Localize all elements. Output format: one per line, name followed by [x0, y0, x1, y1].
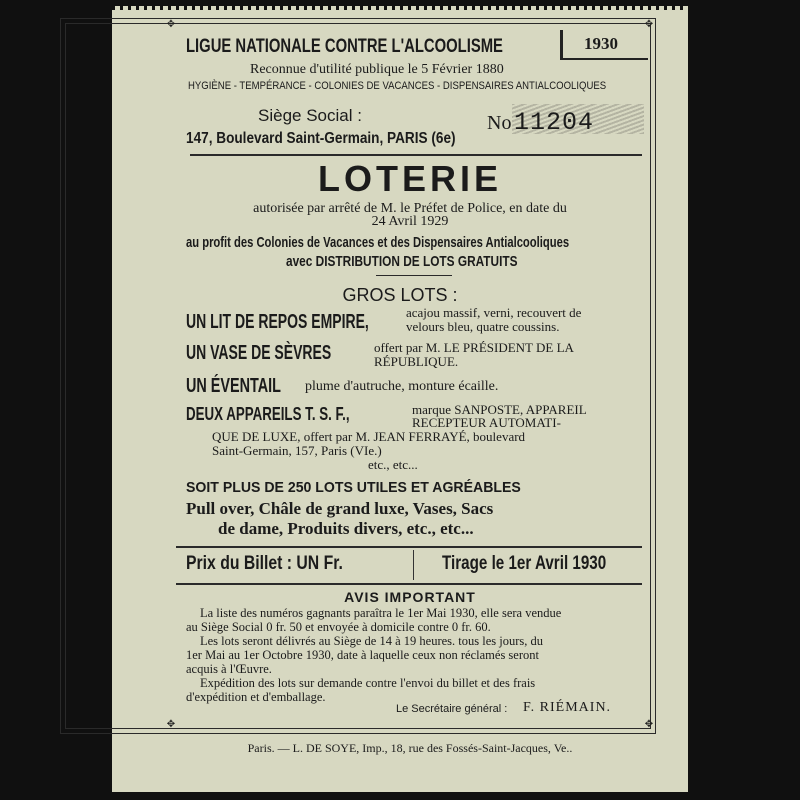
prize-eventail: UN ÉVENTAIL [186, 375, 281, 397]
price-top-rule [176, 546, 642, 548]
secretary-name: F. RIÉMAIN. [523, 700, 612, 715]
notice-line-2: au Siège Social 0 fr. 50 et envoyée à domicile contre 0 fr. 60. [186, 620, 491, 634]
printer-imprint: Paris. — L. DE SOYE, Imp., 18, rue des Fossés-Saint-Jacques, Ve.. [247, 741, 573, 755]
notice-line-7: d'expédition et d'emballage. [186, 690, 326, 704]
corner-ornament: ✥ [644, 19, 654, 30]
notice-line-4: 1er Mai au 1er Octobre 1930, date à laquelle ceux non réclamés seront [186, 648, 539, 662]
secretary-label: Le Secrétaire général : [396, 703, 508, 715]
prize-lit: UN LIT DE REPOS EMPIRE, [186, 311, 369, 333]
prize-tsf-desc-4: Saint-Germain, 157, Paris (VIe.) [212, 443, 382, 458]
prize-lit-desc-2: velours bleu, quatre coussins. [406, 319, 560, 334]
notice-line-1: La liste des numéros gagnants paraîtra le 1er Mai 1930, elle sera vendue [200, 606, 562, 620]
prize-eventail-desc: plume d'autruche, monture écaille. [305, 379, 499, 394]
year-box-underline [560, 58, 648, 60]
ticket-number: 11204 [514, 108, 595, 137]
etc-text: etc., etc... [368, 457, 418, 472]
misc-prizes-line-1: Pull over, Châle de grand luxe, Vases, Sacs [186, 499, 494, 518]
notice-line-6: Expédition des lots sur demande contre l'envoi du billet et des frais [200, 676, 536, 690]
draw-date: Tirage le 1er Avril 1930 [442, 553, 607, 574]
corner-ornament: ✥ [644, 719, 654, 730]
price-bottom-rule [176, 583, 642, 585]
corner-ornament: ✥ [166, 19, 176, 30]
price-separator [413, 550, 414, 580]
year-box-bar [560, 30, 563, 60]
prize-vase-desc-1: offert par M. LE PRÉSIDENT DE LA [374, 340, 574, 355]
siege-label: Siège Social : [258, 106, 362, 125]
header-divider [190, 154, 642, 156]
misc-prizes-line-2: de dame, Produits divers, etc., etc... [218, 519, 474, 538]
prize-tsf-desc-1: marque SANPOSTE, APPAREIL [412, 402, 587, 417]
activities-text: HYGIÈNE - TEMPÉRANCE - COLONIES DE VACANCES - DISPENSAIRES ANTIALCOOLIQUES [188, 80, 607, 92]
small-divider [376, 275, 452, 276]
recognition-text: Reconnue d'utilité publique le 5 Février 1880 [250, 62, 504, 77]
lottery-title: LOTERIE [317, 158, 502, 199]
prize-tsf-desc-2: RECEPTEUR AUTOMATI- [412, 415, 561, 430]
notice-line-3: Les lots seront délivrés au Siège de 14 à 19 heures. tous les jours, du [200, 634, 543, 648]
soit-plus-text: SOIT PLUS DE 250 LOTS UTILES ET AGRÉABLES [186, 479, 521, 496]
league-name: LIGUE NATIONALE CONTRE L'ALCOOLISME [186, 36, 503, 57]
authorization-line-2: 24 Avril 1929 [371, 214, 449, 229]
prize-tsf-desc-3: QUE DE LUXE, offert par M. JEAN FERRAYÉ, boulevard [212, 429, 526, 444]
prize-vase-desc-2: RÉPUBLIQUE. [374, 354, 459, 369]
gros-lots-label: GROS LOTS : [342, 285, 458, 305]
number-label: No [487, 112, 512, 134]
notice-title: AVIS IMPORTANT [344, 589, 476, 605]
year-label: 1930 [584, 34, 618, 53]
price-text: Prix du Billet : UN Fr. [186, 553, 343, 574]
benefit-text: au profit des Colonies de Vacances et des Dispensaires Antialcooliques [186, 234, 570, 251]
notice-line-5: acquis à l'Œuvre. [186, 662, 272, 676]
authorization-line-1: autorisée par arrêté de M. le Préfet de Police, en date du [253, 201, 567, 216]
distribution-text: avec DISTRIBUTION DE LOTS GRATUITS [286, 253, 518, 270]
prize-tsf: DEUX APPAREILS T. S. F., [186, 404, 350, 424]
prize-vase: UN VASE DE SÈVRES [186, 342, 332, 364]
prize-lit-desc-1: acajou massif, verni, recouvert de [406, 305, 582, 320]
corner-ornament: ✥ [166, 719, 176, 730]
address-text: 147, Boulevard Saint-Germain, PARIS (6e) [186, 130, 456, 147]
